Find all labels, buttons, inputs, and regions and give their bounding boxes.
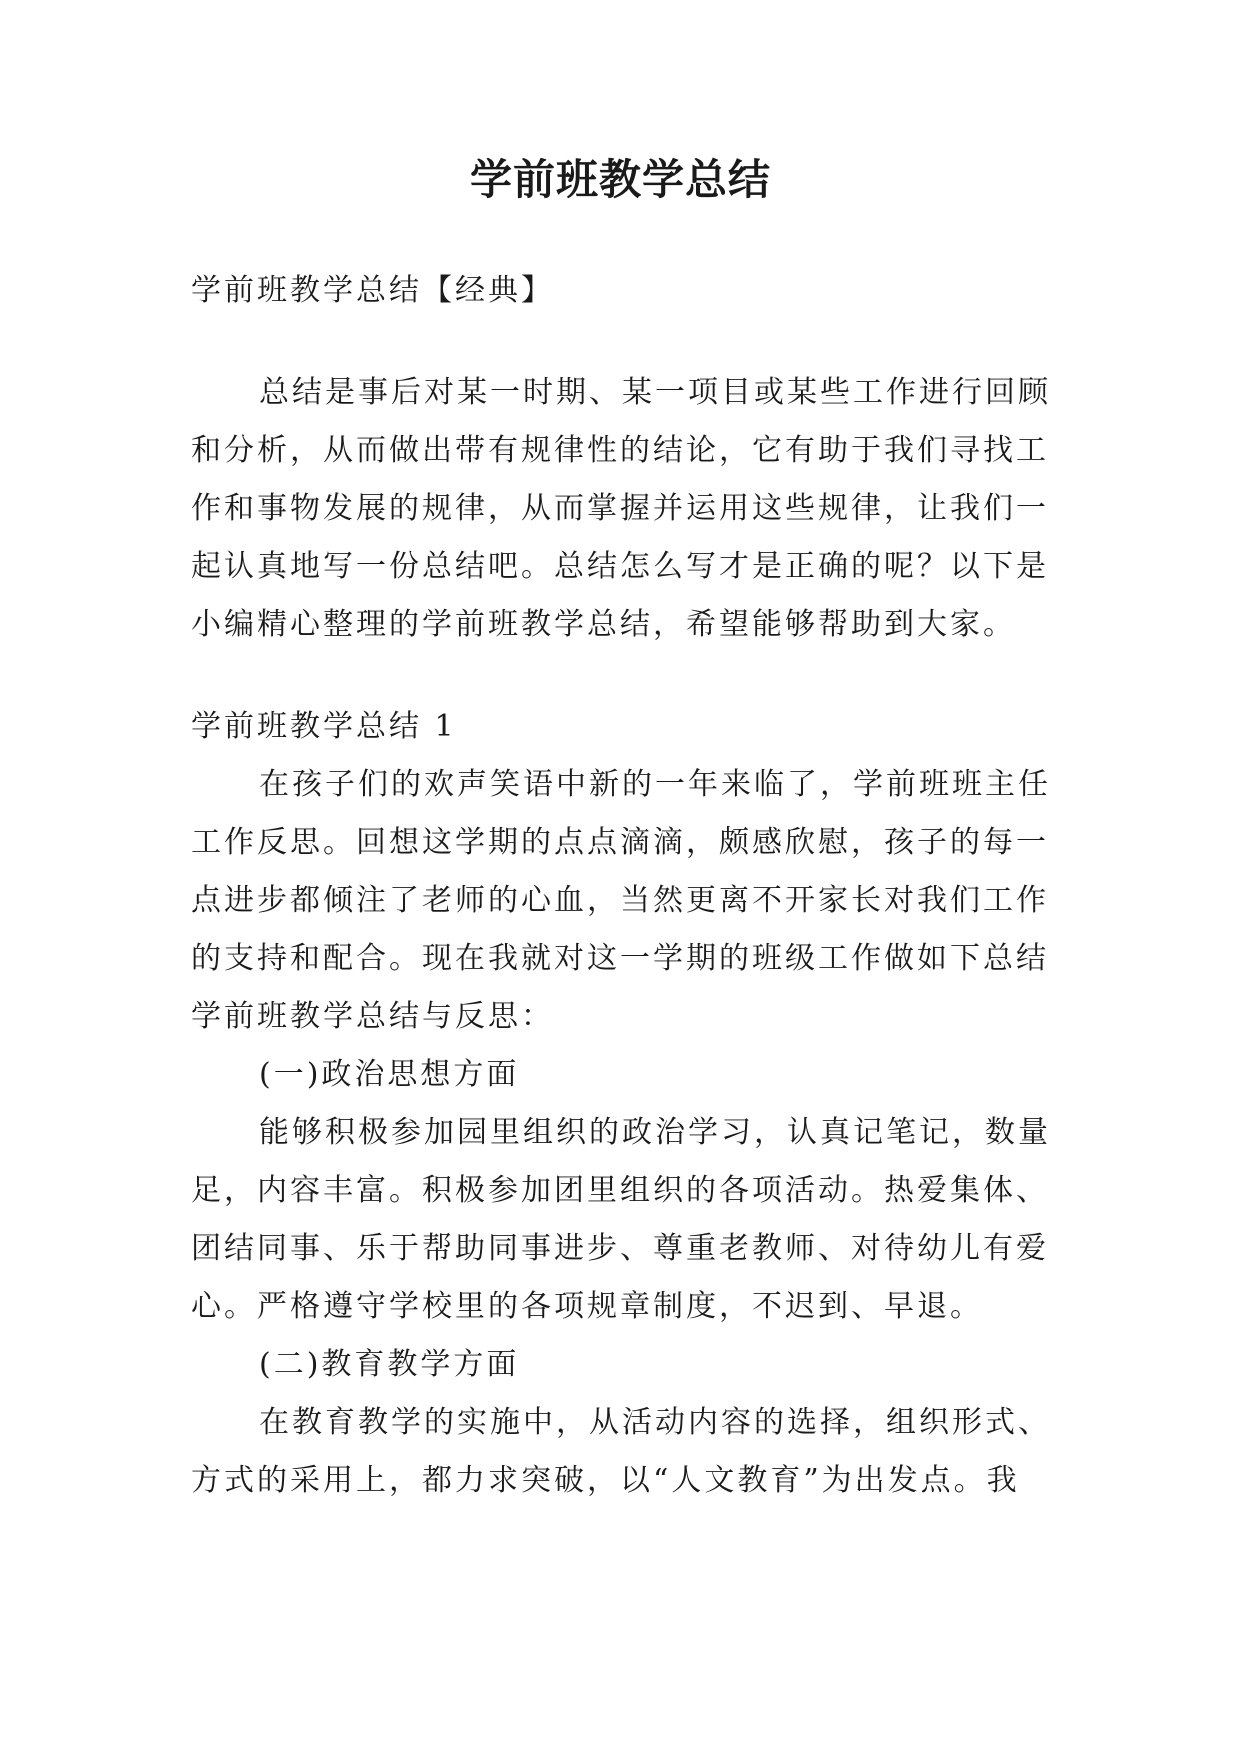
- document-body: [191, 262, 1051, 1510]
- text-line: 的支持和配合。现在我就对这一学期的班级工作做如下总结: [191, 941, 1049, 976]
- text-line: 心。严格遵守学校里的各项规章制度，不迟到、早退。: [191, 1289, 983, 1324]
- section1-paragraph: [191, 756, 1051, 1046]
- document-subtitle: 学前班教学总结【经典】: [191, 273, 554, 308]
- subsection1-paragraph: [191, 1104, 1051, 1336]
- section-heading: 学前班教学总结 1: [191, 709, 457, 744]
- text-line: 足，内容丰富。积极参加团里组织的各项活动。热爱集体、: [191, 1173, 1049, 1208]
- text-line: 团结同事、乐于帮助同事进步、尊重老教师、对待幼儿有爱: [191, 1231, 1049, 1266]
- subsection2-paragraph: [191, 1394, 1051, 1510]
- paragraph-gap: [191, 654, 1051, 698]
- text-line: 方式的采用上，都力求突破，以“人文教育”为出发点。我: [191, 1463, 1020, 1498]
- paragraph-gap: [191, 320, 1051, 364]
- text-line: 工作反思。回想这学期的点点滴滴，颇感欣慰，孩子的每一: [191, 825, 1049, 860]
- intro-paragraph: [191, 364, 1051, 654]
- text-line: 和分析，从而做出带有规律性的结论，它有助于我们寻找工: [191, 433, 1049, 468]
- text-line: 学前班教学总结与反思：: [191, 999, 554, 1034]
- subsection-heading: (一)政治思想方面: [259, 1057, 520, 1092]
- text-line: 在孩子们的欢声笑语中新的一年来临了，学前班班主任: [259, 767, 1051, 802]
- text-line: 小编精心整理的学前班教学总结，希望能够帮助到大家。: [191, 607, 1016, 642]
- text-line: 总结是事后对某一时期、某一项目或某些工作进行回顾: [259, 375, 1051, 410]
- text-line: 起认真地写一份总结吧。总结怎么写才是正确的呢？以下是: [191, 549, 1049, 584]
- text-line: 在教育教学的实施中，从活动内容的选择，组织形式、: [259, 1405, 1051, 1440]
- document-title: 学前班教学总结: [469, 155, 771, 204]
- text-line: 作和事物发展的规律，从而掌握并运用这些规律，让我们一: [191, 491, 1049, 526]
- subsection-heading: (二)教育教学方面: [259, 1347, 520, 1382]
- text-line: 能够积极参加园里组织的政治学习，认真记笔记，数量: [259, 1115, 1051, 1150]
- text-line: 点进步都倾注了老师的心血，当然更离不开家长对我们工作: [191, 883, 1049, 918]
